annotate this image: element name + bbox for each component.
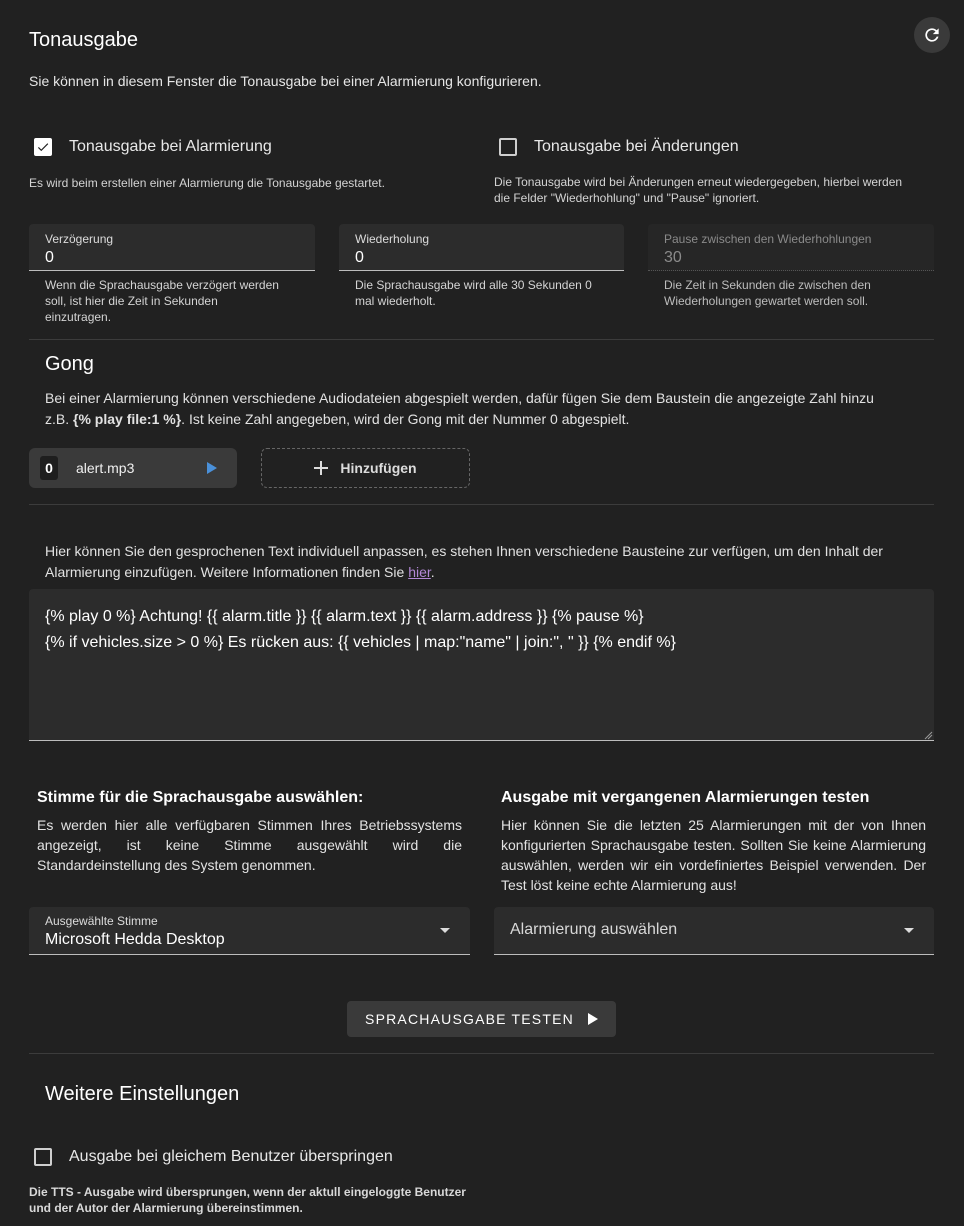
pause-hint	[664, 277, 871, 309]
pause-value: 30	[664, 249, 682, 266]
change-sound-checkbox[interactable]	[499, 138, 739, 156]
delay-hint-line: einzutragen.	[45, 310, 112, 324]
checkbox-unchecked-icon	[34, 1148, 52, 1166]
delay-hint-line: Wenn die Sprachausgabe verzögert werden	[45, 278, 279, 292]
change-sound-label: Tonausgabe bei Änderungen	[534, 138, 739, 155]
checkbox-unchecked-icon	[499, 138, 517, 156]
refresh-button[interactable]	[914, 17, 950, 53]
add-gong-label: Hinzufügen	[340, 460, 417, 476]
template-desc-line	[45, 562, 935, 583]
alarm-select[interactable]	[494, 907, 934, 955]
divider	[29, 1053, 934, 1054]
gong-desc-suffix: . Ist keine Zahl angegeben, wird der Gong mit der Nummer 0 abgespielt.	[181, 411, 630, 427]
plus-icon	[314, 461, 328, 475]
repeat-label: Wiederholung	[355, 232, 430, 246]
repeat-hint-line: Die Sprachausgabe wird alle 30 Sekunden 0	[355, 278, 592, 292]
delay-label: Verzögerung	[45, 232, 114, 246]
template-desc-suffix: .	[430, 564, 435, 580]
test-description: Hier können Sie die letzten 25 Alarmierungen mit der von Ihnen konfigurierten Sprachausgabe testen. Sollten Sie keine Alarmierung auswählen, werden wir ein vordefiniertes Beispiel verwenden. Der Test löst keine echte Alarmierung aus!	[501, 817, 926, 893]
voice-select-label: Ausgewählte Stimme	[45, 914, 158, 928]
skip-same-user-checkbox[interactable]	[34, 1148, 393, 1166]
pause-field	[648, 224, 934, 271]
gong-file-name: alert.mp3	[76, 460, 135, 476]
delay-hint	[45, 277, 279, 325]
skip-same-user-hint	[29, 1184, 466, 1216]
more-settings-heading: Weitere Einstellungen	[45, 1083, 240, 1105]
delay-value[interactable]: 0	[45, 249, 54, 266]
gong-file-number: 0	[40, 456, 58, 480]
delay-field[interactable]	[29, 224, 315, 271]
divider	[29, 504, 934, 505]
resize-handle-icon[interactable]	[924, 731, 933, 740]
repeat-hint	[355, 277, 592, 309]
refresh-icon	[922, 25, 942, 45]
tts-template-textarea[interactable]: {% play 0 %} Achtung! {{ alarm.title }} {{ alarm.text }} {{ alarm.address }} {% pause %} {% if vehicles.size > 0 %} Es rücken aus: {{ vehicles | map:"name" | join:", " }} {% endif %}	[29, 589, 934, 741]
info-link[interactable]: hier	[408, 564, 431, 580]
alarm-sound-checkbox[interactable]	[34, 138, 272, 156]
alarm-sound-label: Tonausgabe bei Alarmierung	[69, 138, 272, 155]
repeat-field[interactable]	[339, 224, 624, 271]
gong-code-example: {% play file:1 %}	[73, 411, 182, 427]
skip-same-user-label: Ausgabe bei gleichem Benutzer überspringen	[69, 1148, 393, 1165]
divider	[29, 339, 934, 340]
page-intro: Sie können in diesem Fenster die Tonausgabe bei einer Alarmierung konfigurieren.	[29, 73, 542, 89]
add-gong-button[interactable]	[261, 448, 470, 488]
template-desc-prefix: Alarmierung einzufügen. Weitere Informationen finden Sie	[45, 564, 409, 580]
repeat-value[interactable]: 0	[355, 249, 364, 266]
gong-desc-prefix: z.B.	[45, 411, 74, 427]
change-sound-hint-line: die Felder "Wiederhohlung" und "Pause" ignoriert.	[494, 191, 760, 205]
pause-label: Pause zwischen den Wiederhohlungen	[664, 232, 872, 246]
voice-select[interactable]	[29, 907, 470, 955]
test-heading: Ausgabe mit vergangenen Alarmierungen testen	[501, 789, 870, 806]
test-tts-label: SPRACHAUSGABE TESTEN	[365, 1011, 574, 1027]
skip-hint-line: Die TTS - Ausgabe wird übersprungen, wenn der aktull eingeloggte Benutzer	[29, 1185, 466, 1199]
chevron-down-icon	[904, 928, 914, 933]
gong-file-chip[interactable]	[29, 448, 237, 488]
gong-heading: Gong	[45, 353, 94, 375]
gong-desc-line	[45, 409, 935, 430]
gong-desc-line: Bei einer Alarmierung können verschiedene Audiodateien abgespielt werden, dafür fügen Sie dem Baustein die angezeigte Zahl hinzu	[45, 390, 874, 406]
page-title: Tonausgabe	[29, 29, 138, 51]
test-tts-button[interactable]	[347, 1001, 616, 1037]
repeat-hint-line: mal wiederholt.	[355, 294, 436, 308]
change-sound-hint-line: Die Tonausgabe wird bei Änderungen erneut wiedergegeben, hierbei werden	[494, 175, 903, 189]
alarm-sound-hint: Es wird beim erstellen einer Alarmierung die Tonausgabe gestartet.	[29, 176, 385, 190]
chevron-down-icon	[440, 928, 450, 933]
gong-description	[45, 388, 935, 430]
voice-heading: Stimme für die Sprachausgabe auswählen:	[37, 789, 364, 806]
pause-hint-line: Wiederholungen gewartet werden soll.	[664, 294, 869, 308]
skip-hint-line: und der Autor der Alarmierung übereinstimmen.	[29, 1201, 303, 1215]
pause-hint-line: Die Zeit in Sekunden die zwischen den	[664, 278, 871, 292]
voice-description: Es werden hier alle verfügbaren Stimmen Ihres Betriebssystems angezeigt, ist keine Stimme ausgewählt wird die Standardeinstellung des System genommen.	[37, 817, 462, 873]
alarm-select-placeholder: Alarmierung auswählen	[510, 921, 678, 938]
voice-select-value: Microsoft Hedda Desktop	[45, 931, 225, 948]
checkbox-checked-icon	[34, 138, 52, 156]
template-description	[45, 541, 935, 583]
change-sound-hint	[494, 174, 902, 206]
play-icon[interactable]	[207, 462, 217, 474]
delay-hint-line: soll, ist hier die Zeit in Sekunden	[45, 294, 218, 308]
play-icon	[588, 1013, 598, 1025]
template-desc-line: Hier können Sie den gesprochenen Text individuell anpassen, es stehen Ihnen verschiedene Bausteine zur verfügen, um den Inhalt der	[45, 543, 883, 559]
